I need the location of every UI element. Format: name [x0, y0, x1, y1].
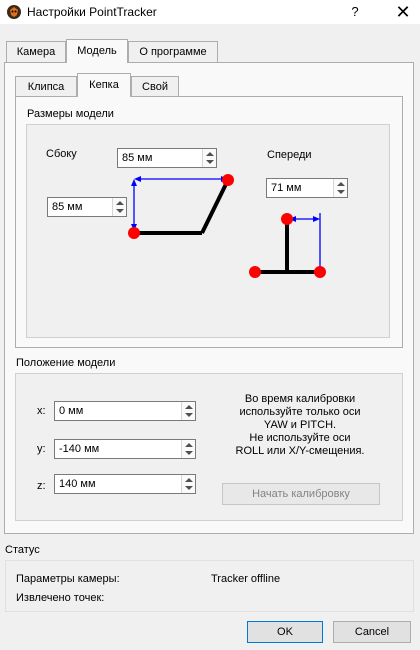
side-point-top [222, 174, 234, 186]
side-point-bottom [128, 227, 140, 239]
title-bar [0, 0, 420, 24]
start-calibration-button[interactable]: Начать калибровку [222, 483, 380, 505]
help-button[interactable]: ? [351, 4, 359, 19]
arrow-left-head [134, 176, 141, 182]
tab-model-label: Модель [77, 45, 117, 57]
y-spinbox[interactable] [54, 439, 196, 459]
front-point-top [281, 213, 293, 225]
info-line: YAW и PITCH. [263, 419, 337, 431]
model-size-title: Размеры модели [27, 108, 114, 120]
arrow-down-icon [185, 486, 193, 490]
front-diagram [240, 205, 340, 285]
app-icon [6, 4, 22, 20]
cancel-button[interactable]: Cancel [333, 621, 411, 643]
ok-button[interactable]: OK [247, 621, 323, 643]
front-point-right [314, 266, 326, 278]
side-model-slope [202, 180, 228, 233]
x-label: x: [37, 405, 46, 417]
info-line: Не используйте оси [249, 432, 351, 444]
arrow-up-icon [185, 478, 193, 482]
x-value: 0 мм [59, 405, 84, 417]
arrow-down-icon [337, 190, 345, 194]
z-spinbox[interactable] [54, 474, 196, 494]
tab-cap-label: Кепка [89, 79, 119, 91]
status-frame [5, 560, 414, 612]
side-left-spinbox[interactable] [47, 197, 127, 217]
info-line: ROLL или X/Y-смещения. [235, 445, 365, 457]
side-top-value: 85 мм [122, 152, 153, 164]
calibration-info [210, 393, 390, 458]
spin-arrows[interactable] [333, 179, 347, 197]
info-line: Во время калибровки [244, 393, 356, 405]
arrow-up-icon [206, 152, 214, 156]
tab-clip[interactable] [15, 76, 77, 96]
front-point-left [249, 266, 261, 278]
close-button[interactable]: ✕ [395, 2, 411, 22]
side-diagram [120, 165, 245, 245]
side-left-value: 85 мм [52, 201, 83, 213]
arrow-down-icon [185, 451, 193, 455]
info-line: используйте только оси [239, 406, 361, 418]
front-label: Спереди [267, 149, 312, 161]
z-label: z: [37, 480, 46, 492]
camera-params-label: Параметры камеры: [16, 573, 120, 585]
arrow-up-head [131, 179, 137, 186]
side-label: Сбоку [46, 148, 77, 160]
tab-model[interactable] [66, 39, 128, 63]
tab-custom[interactable] [131, 76, 179, 96]
spin-arrows[interactable] [181, 475, 195, 493]
arrow-up-icon [185, 443, 193, 447]
tab-cap[interactable] [77, 73, 131, 97]
spin-arrows[interactable] [181, 402, 195, 420]
tab-camera[interactable] [6, 41, 66, 62]
camera-params-value: Tracker offline [211, 573, 281, 585]
arrow-down-icon [185, 413, 193, 417]
tab-clip-label: Клипса [27, 81, 65, 93]
arrow-right-head [313, 216, 320, 222]
x-spinbox[interactable] [54, 401, 196, 421]
y-value: -140 мм [59, 443, 100, 455]
model-position-title: Положение модели [16, 357, 116, 369]
tab-custom-label: Свой [142, 81, 168, 93]
z-value: 140 мм [59, 478, 96, 490]
tab-camera-label: Камера [16, 46, 56, 58]
window-title: Настройки PointTracker [27, 5, 157, 19]
arrow-down-icon [206, 160, 214, 164]
y-label: y: [37, 443, 46, 455]
tab-about-label: О программе [139, 46, 207, 58]
points-extracted-label: Извлечено точек: [16, 592, 105, 604]
arrow-up-icon [337, 182, 345, 186]
tab-about[interactable] [128, 41, 218, 62]
front-spinbox[interactable] [266, 178, 348, 198]
arrow-up-icon [185, 405, 193, 409]
status-title: Статус [5, 544, 40, 556]
spin-arrows[interactable] [181, 440, 195, 458]
front-value: 71 мм [271, 182, 302, 194]
